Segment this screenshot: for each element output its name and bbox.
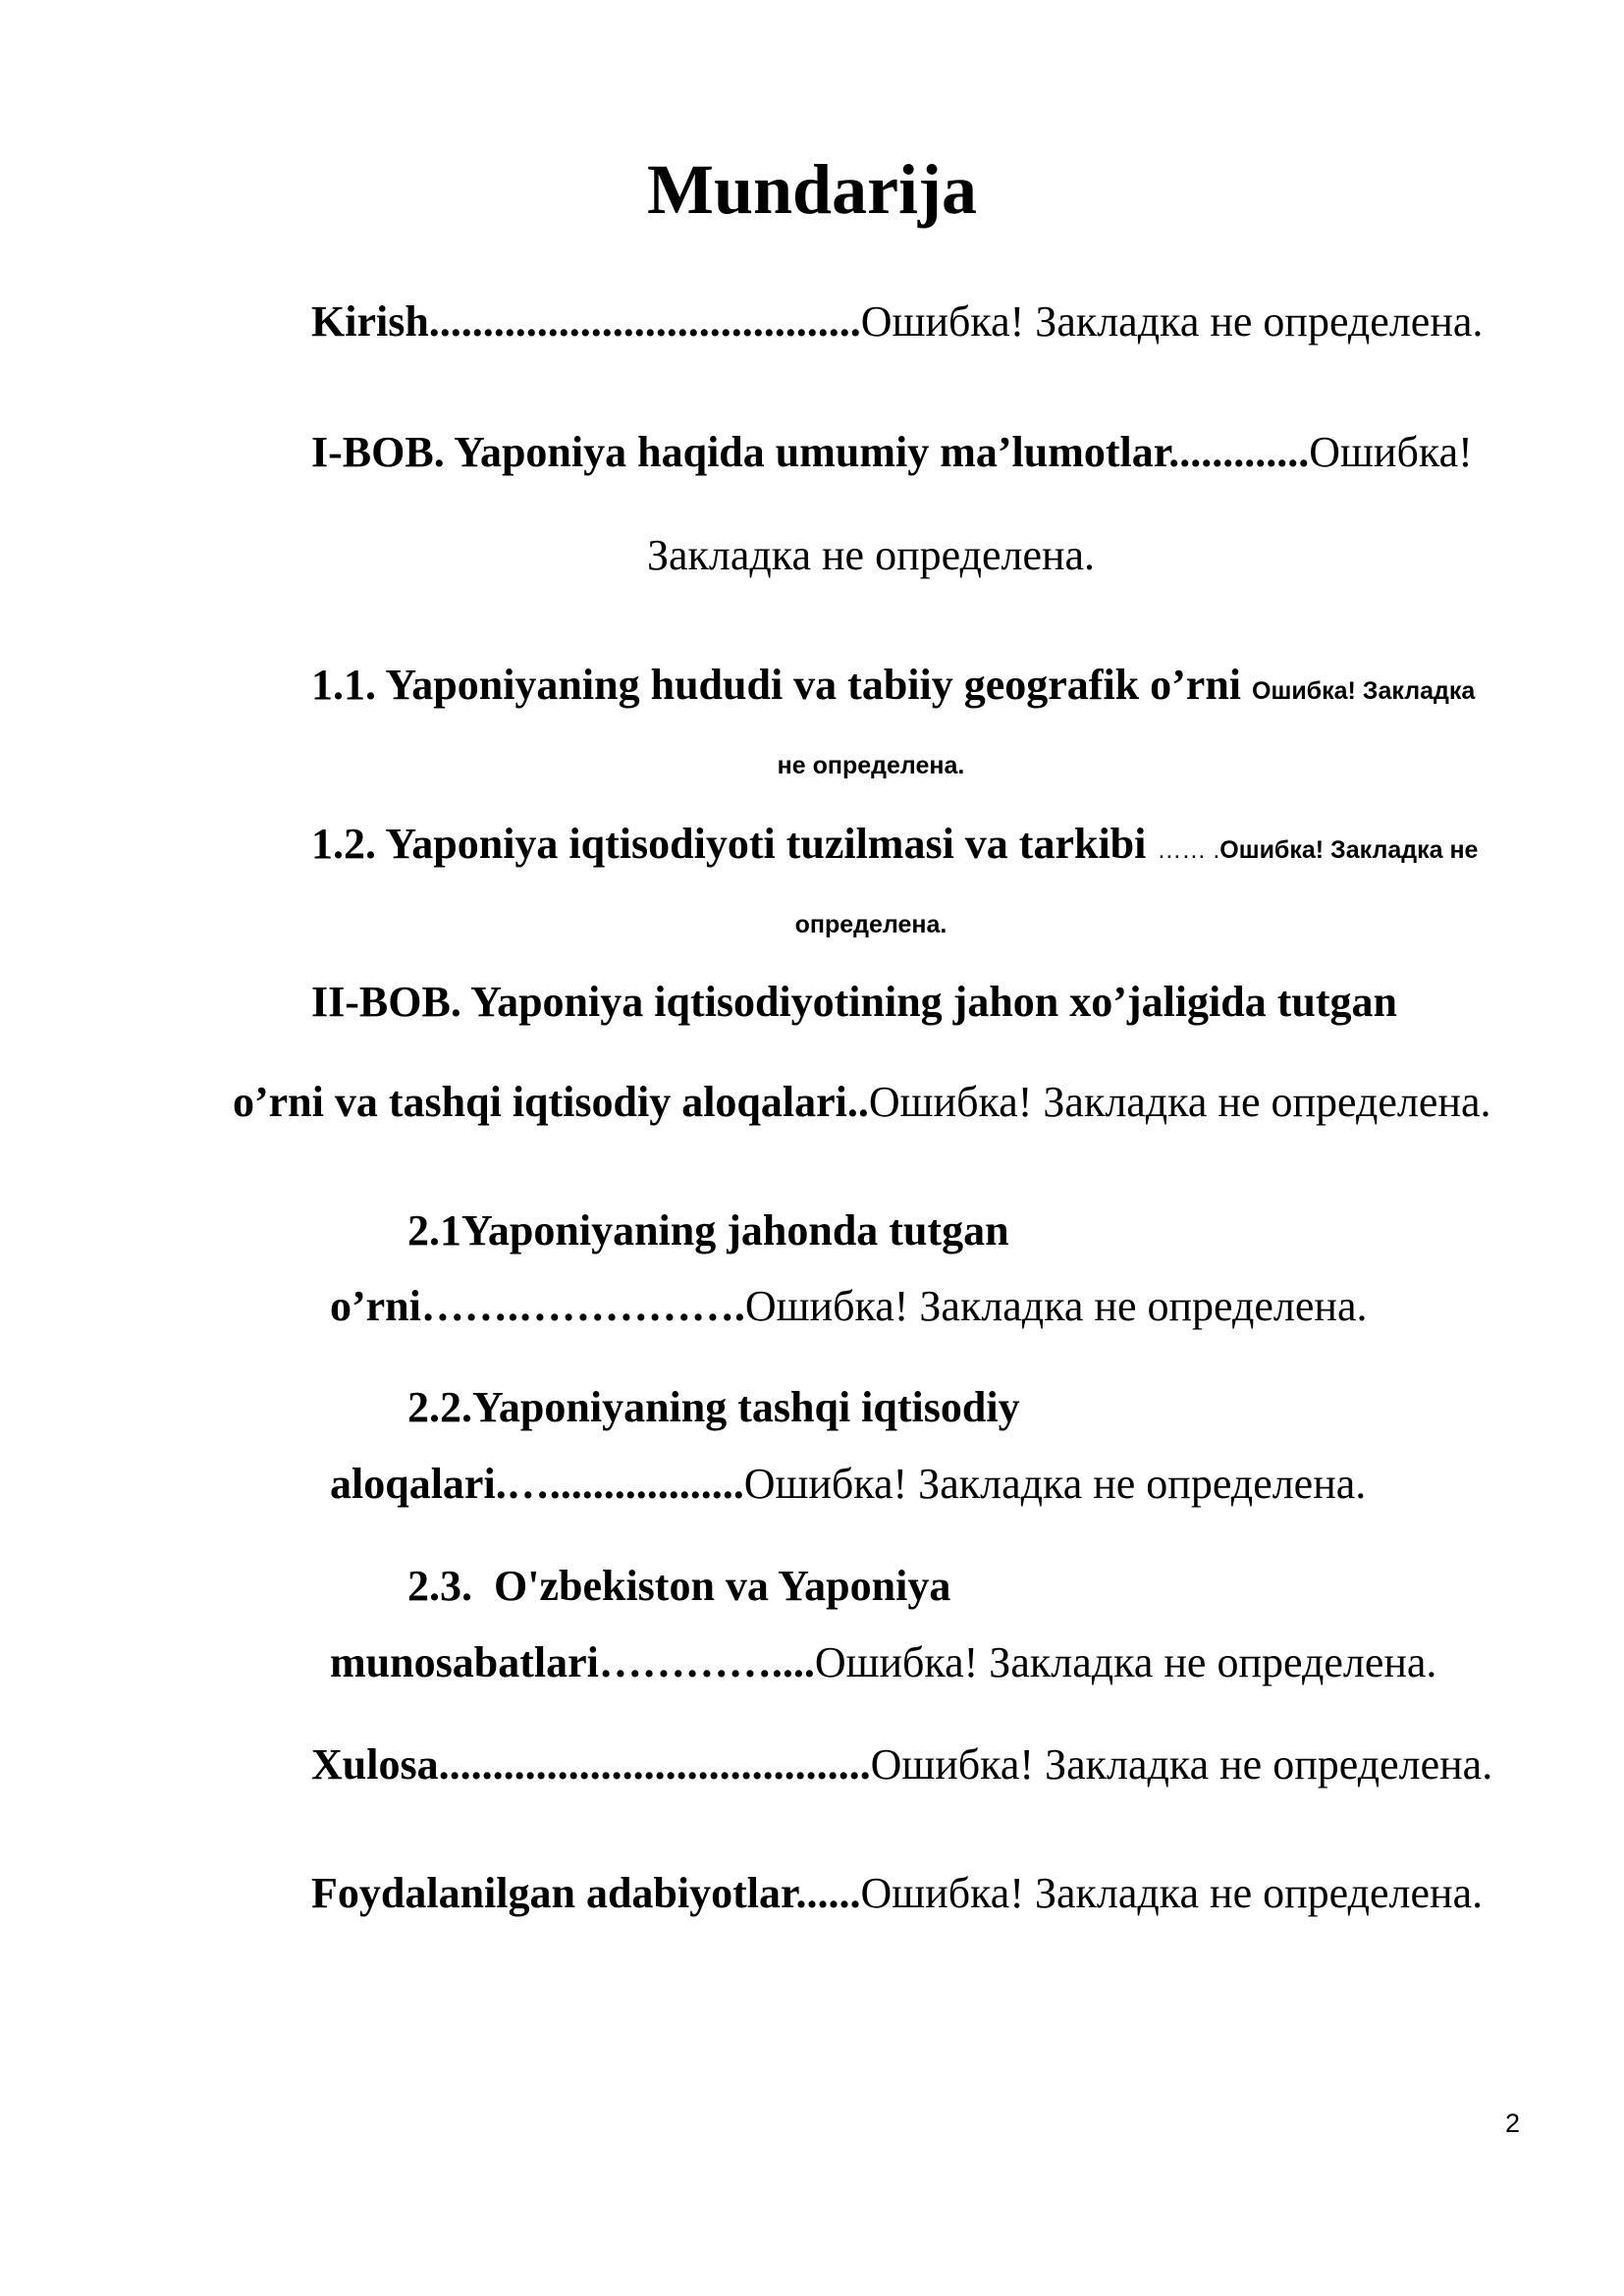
toc-entry-1-2-continued <box>0 893 1624 943</box>
toc-label-continued: aloqalari <box>330 1460 496 1508</box>
toc-error-continued: Закладка не определена. <box>646 531 1096 579</box>
toc-label-continued: o’rni <box>330 1282 421 1330</box>
toc-entry-2-3-line1[interactable] <box>407 1561 950 1611</box>
toc-label: Kirish <box>311 297 429 346</box>
toc-error: Ошибка! Закладка не определена. <box>860 1869 1484 1917</box>
toc-entry-2-1-line1[interactable] <box>407 1205 1009 1255</box>
toc-label: Foydalanilgan adabiyotlar <box>311 1869 796 1917</box>
toc-entry-2-2-line2[interactable] <box>330 1459 1366 1509</box>
toc-entry-kirish[interactable] <box>311 296 1483 347</box>
toc-dots: …….……………. <box>420 1282 745 1330</box>
toc-label: 1.1. Yaponiyaning hududi va tabiiy geografik o’rni <box>311 661 1242 709</box>
toc-error-continued: определена. <box>794 911 947 938</box>
page-title: Mundarija <box>646 150 978 229</box>
toc-label: 2.2.Yaponiyaning tashqi iqtisodiy <box>407 1383 1020 1431</box>
toc-dots: .….................. <box>495 1460 744 1508</box>
toc-entry-adabiyotlar[interactable] <box>311 1868 1483 1918</box>
toc-entry-2-3-line2[interactable] <box>330 1637 1436 1687</box>
toc-label: 1.2. Yaponiya iqtisodiyoti tuzilmasi va tarkibi <box>311 820 1147 868</box>
toc-dots: ………….... <box>598 1638 815 1686</box>
toc-entry-bob1-continued <box>0 530 1624 580</box>
toc-error: Ошибка! Закладка не определена. <box>860 297 1484 346</box>
toc-label-continued: munosabatlari <box>330 1638 599 1686</box>
toc-label: 2.3. O'zbekiston va Yaponiya <box>407 1562 951 1610</box>
toc-entry-1-1-continued <box>0 734 1624 784</box>
toc-dots: .. <box>846 1078 869 1126</box>
toc-label-continued: o’rni va tashqi iqtisodiy aloqalari <box>233 1078 847 1126</box>
toc-label: 2.1Yaponiyaning jahonda tutgan <box>407 1206 1009 1255</box>
toc-error: Ошибка! Закладка не определена. <box>868 1078 1491 1126</box>
toc-error: Ошибка! Закладка не определена. <box>870 1740 1493 1789</box>
toc-dots: ........................................ <box>438 1740 871 1789</box>
toc-label: II-BOB. Yaponiya iqtisodiyotining jahon xo’jaligida tutgan <box>311 978 1397 1026</box>
toc-entry-2-1-line2[interactable] <box>330 1281 1368 1331</box>
toc-dots: …… . <box>1157 836 1220 864</box>
toc-error: Ошибка! Закладка не определена. <box>814 1638 1437 1686</box>
toc-entry-1-2[interactable] <box>311 819 1478 869</box>
toc-entry-bob1[interactable] <box>311 427 1473 477</box>
toc-entry-bob2-line1[interactable] <box>311 977 1397 1027</box>
page-number: 2 <box>1504 2109 1520 2138</box>
toc-error: Ошибка! <box>1309 428 1473 476</box>
toc-error-continued: не определена. <box>777 752 965 779</box>
toc-entry-2-2-line1[interactable] <box>407 1382 1020 1432</box>
toc-dots: ........................................ <box>428 297 861 346</box>
toc-error: Ошибка! Закладка не определена. <box>743 1460 1367 1508</box>
toc-entry-1-1[interactable] <box>311 660 1475 710</box>
toc-label: I-BOB. Yaponiya haqida umumiy ma’lumotlar <box>311 428 1169 476</box>
toc-dots: ............. <box>1168 428 1310 476</box>
toc-entry-xulosa[interactable] <box>311 1739 1492 1789</box>
toc-dots: ...... <box>795 1869 861 1917</box>
toc-error: Ошибка! Закладка <box>1252 677 1476 705</box>
toc-entry-bob2-line2[interactable] <box>233 1077 1491 1127</box>
toc-error: Ошибка! Закладка не определена. <box>744 1282 1368 1330</box>
toc-error: Ошибка! Закладка не <box>1219 836 1479 864</box>
toc-label: Xulosa <box>311 1740 439 1789</box>
